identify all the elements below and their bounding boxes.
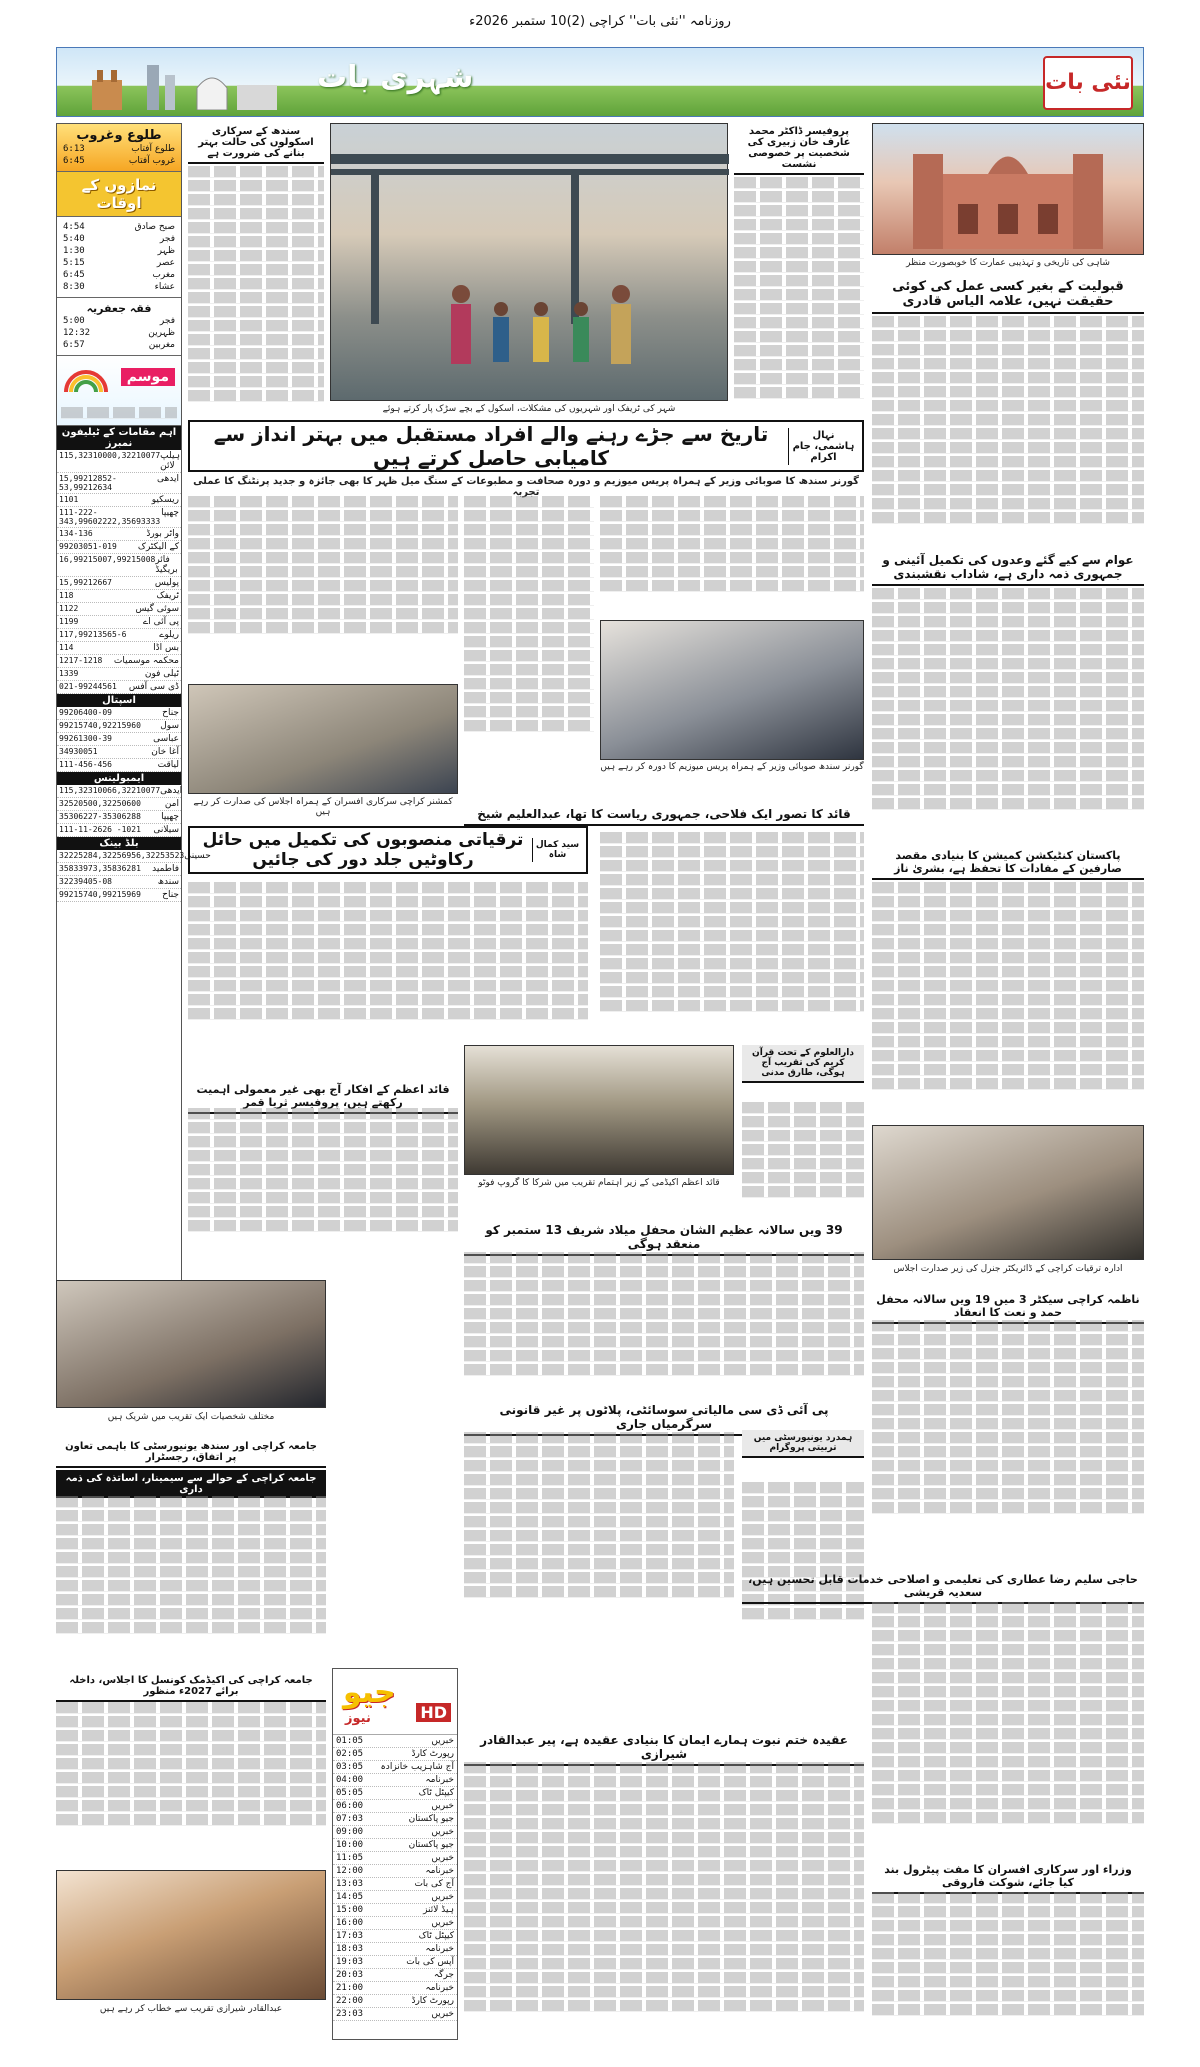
phone-row-value: 118 — [59, 591, 74, 600]
phone-row — [57, 473, 181, 494]
dateline: روزنامہ ''نئی بات'' کراچی (2)10 ستمبر 2026ء — [469, 14, 731, 29]
schedule-row — [333, 1761, 457, 1774]
prayer-value: 1:30 — [63, 246, 85, 256]
hospital-row — [57, 707, 181, 720]
news-column — [742, 1480, 864, 1650]
phone-row-label: ٹریفک — [156, 591, 179, 601]
hospital-row — [57, 720, 181, 733]
schedule-time: 20:03 — [336, 1970, 364, 1980]
phone-row-value: 1339 — [59, 669, 79, 678]
weather-text — [61, 407, 177, 419]
schedule-list — [333, 1735, 457, 2021]
news-column — [600, 494, 864, 614]
prayer-value: 5:15 — [63, 258, 85, 268]
hospital-row-label: سول — [160, 721, 179, 731]
hospital-row-label: آغا خان — [151, 747, 179, 757]
phone-row-label: ہیلپ لائن — [160, 451, 180, 471]
schedule-row — [333, 1982, 457, 1995]
schedule-time: 11:05 — [336, 1853, 364, 1863]
hospitals-list — [57, 707, 181, 772]
news-column — [464, 494, 594, 794]
ambulance-title: ایمبولینس — [57, 772, 181, 785]
museum-caption: گورنر سندھ صوبائی وزیر کے ہمراہ پریس میوزیم کا دورہ کر رہے ہیں — [600, 762, 864, 772]
schedule-row — [333, 1865, 457, 1878]
fiqh-label: ظہرین — [148, 328, 175, 338]
phone-row-label: ایدھی — [157, 474, 179, 484]
phone-row — [57, 541, 181, 554]
ambulance-row — [57, 824, 181, 837]
hospital-row-label: عباسی — [153, 734, 179, 744]
headline: جامعہ کراچی کی اکیڈمک کونسل کا اجلاس، داخلہ برائے 2027ء منظور — [56, 1672, 326, 1702]
news-column — [600, 830, 864, 1040]
blood-bank-row-label: حسینی — [184, 851, 211, 861]
hospital-row-label: جناح — [162, 708, 179, 718]
news-column — [56, 1494, 326, 1664]
news-column — [872, 1600, 1144, 1850]
phone-row-label: ریسکیو — [151, 495, 179, 505]
phone-row-label: چھیپا — [161, 508, 179, 518]
palace-caption: شاہی کی تاریخی و تہذیبی عمارت کا خوبصورت منظر — [906, 258, 1110, 268]
prayer-value: 8:30 — [63, 282, 85, 292]
prayer-value: 5:40 — [63, 234, 85, 244]
headline: عوام سے کیے گئے وعدوں کی تکمیل آئینی و جمہوری ذمہ داری ہے، شاداب نقشبندی — [872, 550, 1144, 586]
blood-bank-row-value: 32239405-08 — [59, 877, 112, 886]
schedule-program: خبرنامہ — [425, 1775, 454, 1785]
headline: حاجی سلیم رضا عطاری کی تعلیمی و اصلاحی خدمات قابل تحسین ہیں، سعدیہ قریشی — [742, 1570, 1144, 1604]
headline-text: تاریخ سے جڑے رہنے والے افراد مستقبل میں بہتر انداز سے کامیابی حاصل کرتے ہیں — [213, 422, 769, 470]
news-column — [872, 1318, 1144, 1538]
headline: ناظمہ کراچی سیکٹر 3 میں 19 ویں سالانہ محفل حمد و نعت کا انعقاد — [872, 1290, 1144, 1324]
headline: پی آئی ڈی سی مالیاتی سوسائٹی، پلاٹوں پر غیر قانونی سرگرمیاں جاری — [464, 1400, 864, 1436]
phone-row — [57, 655, 181, 668]
schedule-time: 06:00 — [336, 1801, 364, 1811]
phone-row-label: کے الیکٹرک — [137, 542, 179, 552]
prayer-label: فجر — [159, 234, 175, 244]
hospitals-title: اسپتال — [57, 694, 181, 707]
phone-row-label: محکمہ موسمیات — [113, 656, 179, 666]
phone-row-label: ٹیلی فون — [144, 669, 179, 679]
ambulance-list — [57, 785, 181, 837]
sun-row — [61, 143, 177, 155]
news-column — [464, 1250, 864, 1390]
prayer-label: عصر — [156, 258, 175, 268]
weather-box — [57, 356, 181, 426]
prayer-label: ظہر — [157, 246, 175, 256]
schedule-time: 14:05 — [336, 1892, 364, 1902]
phone-row-label: ڈی سی آفس — [128, 682, 179, 692]
schedule-program: رپورٹ کارڈ — [411, 1996, 454, 2006]
phone-row-label: پی آئی اے — [142, 617, 179, 627]
fiqh-value: 5:00 — [63, 316, 85, 326]
schedule-row — [333, 1774, 457, 1787]
headline: قبولیت کے بغیر کسی عمل کی کوئی حقیقت نہیں، علامہ الیاس قادری — [872, 276, 1144, 314]
news-column — [872, 276, 1144, 538]
schedule-program: خبرنامہ — [425, 1866, 454, 1876]
geo-logo — [333, 1669, 457, 1735]
blood-bank-row — [57, 889, 181, 902]
speech-caption: عبدالقادر شیرازی تقریب سے خطاب کر رہے ہیں — [99, 2004, 283, 2014]
news-column — [188, 494, 458, 676]
sun-value: 6:45 — [63, 156, 85, 166]
schedule-time: 19:03 — [336, 1957, 364, 1967]
phone-row-value: 021-99244561 — [59, 682, 117, 691]
phone-row — [57, 528, 181, 541]
hd-badge: HD — [416, 1703, 451, 1722]
phone-row-label: بس اڈا — [153, 643, 179, 653]
street-photo — [330, 123, 728, 401]
schedule-program: خبریں — [431, 1853, 454, 1863]
photo-caption: شہر کی ٹریفک اور شہریوں کی مشکلات، اسکول کے بچے سڑک پار کرتے ہوئے — [382, 404, 676, 414]
phone-row — [57, 668, 181, 681]
speech-photo — [56, 1870, 326, 2000]
schedule-program: آج شاہزیب خانزادہ — [380, 1762, 454, 1772]
phone-row-value: 111-222-343,99602222,35693333 — [59, 508, 161, 526]
blood-title: بلڈ بینک — [57, 837, 181, 850]
phone-directory — [57, 426, 211, 902]
news-column — [734, 123, 864, 413]
prayer-value: 6:45 — [63, 270, 85, 280]
sun-label: طلوع آفتاب — [131, 144, 175, 154]
ambulance-row — [57, 785, 181, 798]
schedule-row — [333, 1995, 457, 2008]
phone-row-value: 1199 — [59, 617, 79, 626]
schedule-time: 03:05 — [336, 1762, 364, 1772]
headline: جامعہ کراچی کے حوالے سے سیمینار، اساتذہ کی ذمہ داری — [56, 1470, 326, 1498]
schedule-time: 07:03 — [336, 1814, 364, 1824]
news-column — [464, 1760, 864, 2040]
sun-times-box — [57, 124, 181, 172]
blood-bank-row-label: فاطمید — [152, 864, 179, 874]
schedule-time: 09:00 — [336, 1827, 364, 1837]
info-sidebar — [56, 123, 211, 1353]
schedule-program: آج کی بات — [414, 1879, 454, 1889]
schedule-program: آپس کی بات — [406, 1957, 454, 1967]
schedule-program: خبریں — [431, 1827, 454, 1837]
group-caption: قائد اعظم اکیڈمی کے زیر اہتمام تقریب میں شرکا کا گروپ فوٹو — [478, 1178, 720, 1188]
schedule-program: خبریں — [431, 2009, 454, 2019]
phone-row-value: 16,99215007,99215008 — [59, 555, 156, 564]
schedule-time: 22:00 — [336, 1996, 364, 2006]
news-column — [872, 1890, 1144, 2040]
fiqh-label: فجر — [159, 316, 175, 326]
fiqh-label: مغربین — [148, 340, 175, 350]
schedule-row — [333, 1878, 457, 1891]
newspaper-logo — [1043, 56, 1133, 110]
prayer-times-box — [57, 172, 181, 217]
schedule-time: 05:05 — [336, 1788, 364, 1798]
schedule-row — [333, 1813, 457, 1826]
schedule-row — [333, 1748, 457, 1761]
geo-logo-text: جیو — [343, 1675, 396, 1710]
news-column — [188, 1106, 458, 1256]
blood-bank-row-value: 35833973,35836281 — [59, 864, 141, 873]
phones-list — [57, 450, 181, 694]
prayer-row — [61, 245, 177, 257]
phone-row — [57, 507, 181, 528]
main-headline — [188, 420, 864, 472]
blood-bank-row-label: جناح — [162, 890, 179, 900]
schedule-row — [333, 1904, 457, 1917]
headline: وزراء اور سرکاری افسران کا مفت پیٹرول بند کیا جائے، شوکت فاروقی — [872, 1860, 1144, 1894]
headline: ہمدرد یونیورسٹی میں تربیتی پروگرام — [742, 1430, 864, 1458]
fiqh-value: 6:57 — [63, 340, 85, 350]
prayer-row — [61, 233, 177, 245]
phone-row — [57, 616, 181, 629]
headline: پروفیسر ڈاکٹر محمد عارف خان زبیری کی شخصیت پر خصوصی نشست — [734, 123, 864, 175]
hospital-row-value: 111-456-456 — [59, 760, 112, 769]
meeting-caption-right: ادارہ ترقیات کراچی کے ڈائریکٹر جنرل کی زیر صدارت اجلاس — [893, 1264, 1123, 1274]
ambulance-row-value: 111-11-2626 -1021 — [59, 825, 141, 834]
schedule-program: کیپٹل ٹاک — [418, 1788, 454, 1798]
fiqh-box — [57, 298, 181, 356]
sub-headline: گورنر سندھ کا صوبائی وزیر کے ہمراہ پریس میوزیم و دورہ صحافت و مطبوعات کے سنگ میل ظہر کا بھی جائزہ و جدید پرنٹنگ کا عملی تجربہ — [193, 476, 859, 498]
meeting-photo — [188, 684, 458, 794]
ambulance-row-label: سیلانی — [153, 825, 179, 835]
phone-row — [57, 590, 181, 603]
blood-bank-row — [57, 876, 181, 889]
headline-side: نہال ہاشمی، جام اکرام — [788, 428, 858, 465]
schedule-time: 15:00 — [336, 1905, 364, 1915]
museum-photo — [600, 620, 864, 760]
phone-row-label: پولیس — [154, 578, 179, 588]
masthead — [56, 47, 1144, 117]
phone-row — [57, 603, 181, 616]
headline: قائد کا تصور ایک فلاحی، جمہوری ریاست کا تھا، عبدالعلیم شیخ — [464, 804, 864, 826]
logo-text: نئی بات — [1045, 70, 1131, 95]
phone-row — [57, 577, 181, 590]
hospital-row-value: 34930051 — [59, 747, 98, 756]
pedestrian-bridge-icon — [331, 124, 729, 402]
prayer-label: مغرب — [152, 270, 175, 280]
schedule-row — [333, 1969, 457, 1982]
schedule-time: 21:00 — [336, 1983, 364, 1993]
phone-row — [57, 554, 181, 577]
blood-bank-row-label: سندھ — [157, 877, 179, 887]
fiqh-row — [61, 339, 177, 351]
schedule-program: خبرنامہ — [425, 1944, 454, 1954]
event-caption-left: مختلف شخصیات ایک تقریب میں شریک ہیں — [107, 1412, 275, 1422]
schedule-program: خبریں — [431, 1801, 454, 1811]
news-column — [188, 880, 588, 1030]
phones-title: اہم مقامات کے ٹیلیفون نمبرز — [57, 426, 181, 450]
ambulance-row-label: ایدھی — [160, 786, 183, 796]
phone-row-value: 99203051-019 — [59, 542, 117, 551]
phone-row-value: 1217-1218 — [59, 656, 103, 665]
phone-row — [57, 629, 181, 642]
phone-row-value: 115,32310000,32210077 — [59, 451, 161, 460]
masthead-title: شہری بات — [317, 60, 474, 95]
palace-photo — [872, 123, 1144, 255]
hospital-row — [57, 746, 181, 759]
prayer-row — [61, 269, 177, 281]
prayer-row — [61, 257, 177, 269]
fiqh-value: 12:32 — [63, 328, 91, 338]
ambulance-row-label: چھیپا — [161, 812, 179, 822]
weather-title: موسم — [121, 368, 175, 386]
news-column — [872, 880, 1144, 1120]
ambulance-row — [57, 798, 181, 811]
sun-label: غروب آفتاب — [128, 156, 175, 166]
headline-side: سید کمال شاہ — [532, 838, 582, 862]
second-headline — [188, 826, 588, 874]
schedule-row — [333, 1930, 457, 1943]
schedule-program: جیو پاکستان — [408, 1814, 454, 1824]
prayer-row — [61, 221, 177, 233]
schedule-row — [333, 1852, 457, 1865]
city-skyline-icon — [87, 60, 287, 110]
schedule-row — [333, 2008, 457, 2021]
blood-bank-row — [57, 863, 181, 876]
schedule-row — [333, 1735, 457, 1748]
palace-icon — [873, 124, 1145, 256]
schedule-time: 04:00 — [336, 1775, 364, 1785]
phone-row-value: 1101 — [59, 495, 79, 504]
blood-bank-row-value: 32225284,32256956,32253523 — [59, 851, 185, 860]
ambulance-row-label: امن — [164, 799, 179, 809]
schedule-program: خبریں — [431, 1736, 454, 1746]
blood-bank-row — [57, 850, 211, 863]
schedule-program: رپورٹ کارڈ — [411, 1749, 454, 1759]
phone-row — [57, 494, 181, 507]
prayer-value: 4:54 — [63, 222, 85, 232]
phone-row — [57, 681, 181, 694]
schedule-time: 23:03 — [336, 2009, 364, 2019]
prayer-times-title: نمازوں کے اوقات — [81, 176, 157, 212]
schedule-program: جیو پاکستان — [408, 1840, 454, 1850]
phone-row-label: سوئی گیس — [135, 604, 179, 614]
headline: سندھ کے سرکاری اسکولوں کی حالت بہتر بنانے کی ضرورت ہے — [188, 123, 324, 164]
meeting-caption: کمشنر کراچی سرکاری افسران کے ہمراہ اجلاس کی صدارت کر رہے ہیں — [193, 797, 453, 817]
sun-times-title: طلوع وغروب — [76, 128, 162, 143]
news-column — [464, 1430, 734, 1600]
schedule-row — [333, 1800, 457, 1813]
ambulance-row — [57, 811, 181, 824]
phone-row-value: 134-136 — [59, 529, 93, 538]
tv-schedule — [332, 1668, 458, 2040]
phone-row-value: 1122 — [59, 604, 79, 613]
hospital-row-label: لیاقت — [157, 760, 179, 770]
news-column — [188, 123, 324, 413]
schedule-program: جرگہ — [433, 1970, 454, 1980]
headline: عقیدہ ختم نبوت ہمارے ایمان کا بنیادی عقیدہ ہے، پیر عبدالقادر شیرازی — [464, 1730, 864, 1766]
phone-row-value: 15,99212667 — [59, 578, 112, 587]
rainbow-icon — [61, 364, 111, 394]
news-column — [742, 1100, 864, 1230]
schedule-row — [333, 1826, 457, 1839]
phone-row-value: 15,99212852-53,99212634 — [59, 474, 117, 492]
schedule-program: خبریں — [431, 1918, 454, 1928]
phone-row-label: ریلوے — [159, 630, 179, 640]
headline: پاکستان کنٹیکشن کمیشن کا بنیادی مقصد صارفین کے مفادات کا تحفظ ہے، بشریٰ ناز — [872, 846, 1144, 880]
fiqh-row — [61, 327, 177, 339]
schedule-time: 16:00 — [336, 1918, 364, 1928]
ambulance-row-value: 32520500,32250600 — [59, 799, 141, 808]
ambulance-row-value: 115,32310066,32210077 — [59, 786, 161, 795]
ambulance-row-value: 35306227-35306288 — [59, 812, 141, 821]
phone-row-label: واٹر بورڈ — [146, 529, 179, 539]
group-photo — [464, 1045, 734, 1175]
blood-bank-row-value: 99215740,99215969 — [59, 890, 141, 899]
hospital-row — [57, 733, 181, 746]
phone-row — [57, 450, 181, 473]
hospital-row-value: 99206400-09 — [59, 708, 112, 717]
schedule-time: 12:00 — [336, 1866, 364, 1876]
prayer-row — [61, 281, 177, 293]
prayer-label: صبح صادق — [134, 222, 175, 232]
hospital-row — [57, 759, 181, 772]
schedule-row — [333, 1787, 457, 1800]
schedule-time: 10:00 — [336, 1840, 364, 1850]
schedule-row — [333, 1943, 457, 1956]
headline: قائد اعظم کے افکار آج بھی غیر معمولی اہمیت رکھتے ہیں، پروفیسر ثریا قمر — [188, 1080, 458, 1114]
schedule-time: 18:03 — [336, 1944, 364, 1954]
schedule-time: 13:03 — [336, 1879, 364, 1889]
phone-row — [57, 642, 181, 655]
prayer-list — [57, 217, 181, 298]
headline: 39 ویں سالانہ عظیم الشان محفل میلاد شریف 13 ستمبر کو منعقد ہوگی — [464, 1220, 864, 1256]
blood-list — [57, 850, 211, 902]
headline: دارالعلوم کے تحت قرآن کریم کی تقریب آج ہوگی، طارق مدنی — [742, 1045, 864, 1083]
schedule-program: خبرنامہ — [425, 1983, 454, 1993]
news-column — [872, 550, 1144, 840]
headline: جامعہ کراچی اور سندھ یونیورسٹی کا باہمی تعاون پر اتفاق، رجسٹرار — [56, 1438, 326, 1468]
schedule-program: کیپٹل ٹاک — [418, 1931, 454, 1941]
geo-logo-sub: نیوز — [345, 1711, 371, 1726]
sun-value: 6:13 — [63, 144, 85, 154]
hospital-row-value: 99215740,92215960 — [59, 721, 141, 730]
schedule-row — [333, 1956, 457, 1969]
schedule-program: ہیڈ لائنز — [423, 1905, 454, 1915]
schedule-time: 02:05 — [336, 1749, 364, 1759]
event-photo-left — [56, 1280, 326, 1408]
schedule-row — [333, 1839, 457, 1852]
fiqh-title: فقہ جعفریہ — [86, 302, 152, 315]
headline-text: ترقیاتی منصوبوں کی تکمیل میں حائل رکاوٹیں جلد دور کی جائیں — [202, 830, 524, 870]
phone-row-label: فائر بریگیڈ — [155, 555, 178, 575]
schedule-time: 17:03 — [336, 1931, 364, 1941]
prayer-label: عشاء — [154, 282, 175, 292]
schedule-program: خبریں — [431, 1892, 454, 1902]
schedule-row — [333, 1891, 457, 1904]
news-column — [56, 1700, 326, 1860]
phone-row-value: 117,99213565-6 — [59, 630, 127, 639]
phone-row-value: 114 — [59, 643, 74, 652]
hospital-row-value: 99261300-39 — [59, 734, 112, 743]
schedule-time: 01:05 — [336, 1736, 364, 1746]
sun-row — [61, 155, 177, 167]
schedule-row — [333, 1917, 457, 1930]
fiqh-row — [61, 315, 177, 327]
meeting-photo-right — [872, 1125, 1144, 1260]
